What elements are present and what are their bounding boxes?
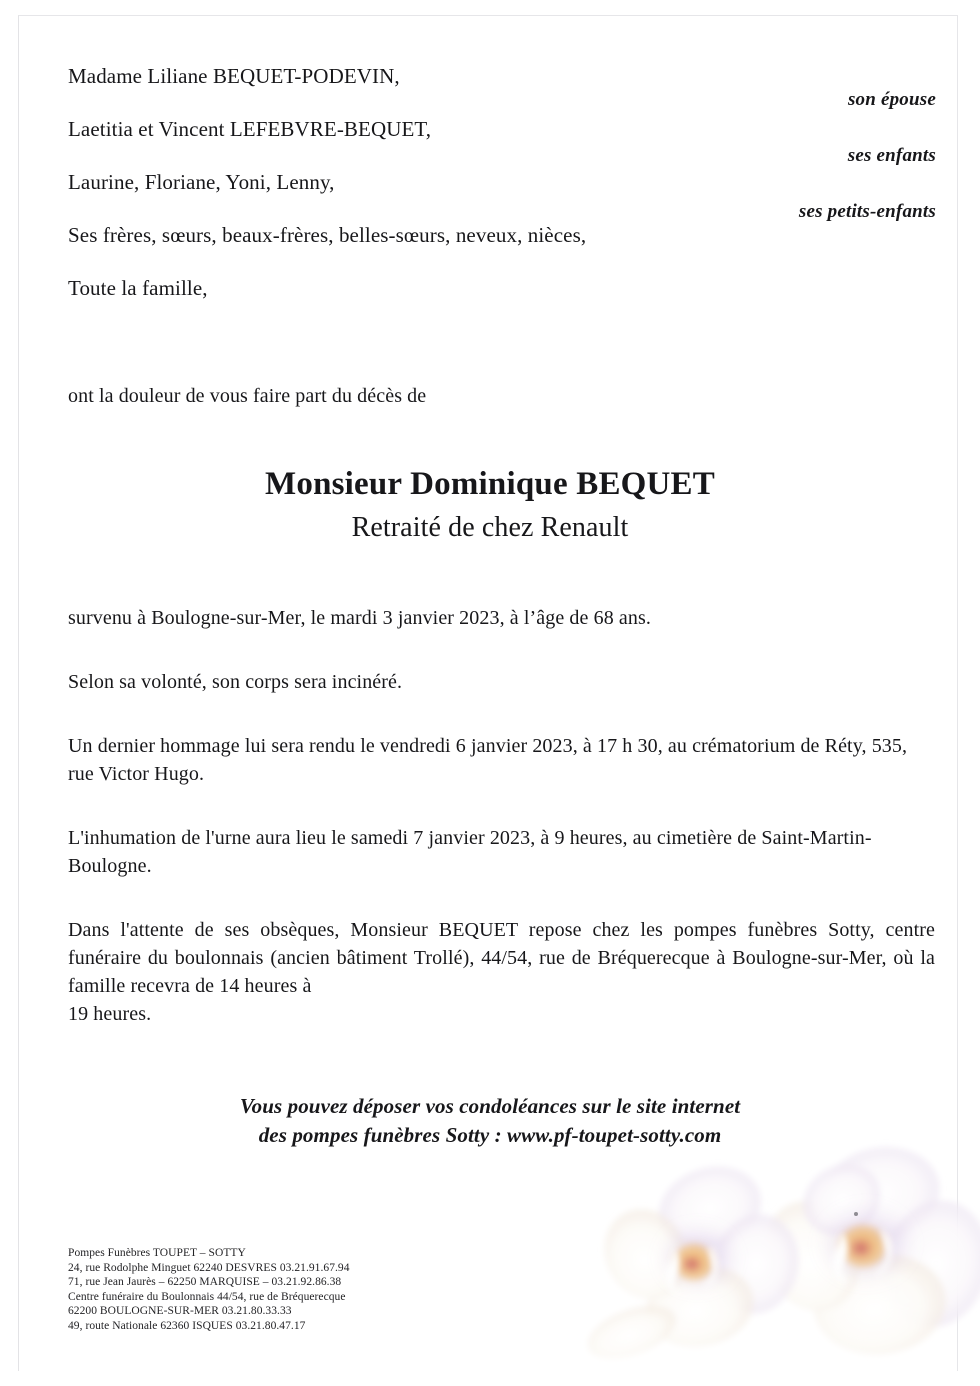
condolences-line-2: des pompes funèbres Sotty : www.pf-toupet-sotty.com (258, 1123, 722, 1147)
deceased-name: Monsieur Dominique BEQUET (265, 466, 715, 502)
footer-line: 62200 BOULOGNE-SUR-MER 03.21.80.33.33 (68, 1305, 292, 1318)
paragraph-funeral-home-tail: 19 heures. (68, 1003, 152, 1025)
footer-line: Pompes Funèbres TOUPET – SOTTY (68, 1247, 246, 1259)
footer-line: 24, rue Rodolphe Minguet 62240 DESVRES 03.21.91.67.94 (68, 1261, 350, 1274)
announcement-intro: ont la douleur de vous faire part du décès de (68, 385, 427, 407)
footer-line: 71, rue Jean Jaurès – 62250 MARQUISE – 03.21.92.86.38 (68, 1276, 342, 1289)
paragraph-funeral-home (68, 916, 935, 1028)
footer-line: 49, route Nationale 62360 ISQUES 03.21.80.47.17 (68, 1319, 306, 1332)
body-paragraphs (68, 604, 935, 1066)
relation-label: ses enfants (847, 145, 936, 166)
family-line: Madame Liliane BEQUET-PODEVIN, (68, 64, 400, 88)
funeral-home-footer (68, 1246, 488, 1334)
paragraph-cremation: Selon sa volonté, son corps sera incinéré. (68, 671, 403, 693)
condolences-line-1: Vous pouvez déposer vos condoléances sur le site internet (239, 1094, 741, 1118)
paragraph-funeral-home-main: Dans l'attente de ses obsèques, Monsieur BEQUET repose chez les pompes funèbres Sotty, centre funéraire du boulonnais (ancien bâtiment Trollé), 44/54, rue de Bréquerecque à Boulogne-sur-Mer, où la famille recevra de 14 heures à (68, 919, 935, 997)
deceased-subtitle: Retraité de chez Renault (351, 512, 629, 543)
paragraph-inhumation: L'inhumation de l'urne aura lieu le samedi 7 janvier 2023, à 9 heures, au cimetière de Saint-Martin-Boulogne. (68, 827, 872, 877)
family-line: Ses frères, sœurs, beaux-frères, belles-sœurs, neveux, nièces, (68, 223, 587, 247)
relation-label: ses petits-enfants (798, 201, 936, 222)
family-names-block (68, 63, 688, 328)
family-line: Laurine, Floriane, Yoni, Lenny, (68, 170, 335, 194)
family-line: Laetitia et Vincent LEFEBVRE-BEQUET, (68, 117, 432, 141)
family-line: Toute la famille, (68, 276, 208, 300)
footer-line: Centre funéraire du Boulonnais 44/54, rue de Bréquerecque (68, 1290, 346, 1303)
orchid-flower-decoration (580, 1136, 980, 1386)
relation-label: son épouse (847, 89, 936, 110)
paragraph-death-details: survenu à Boulogne-sur-Mer, le mardi 3 janvier 2023, à l’âge de 68 ans. (68, 607, 651, 629)
relations-block (636, 88, 936, 256)
paragraph-ceremony: Un dernier hommage lui sera rendu le vendredi 6 janvier 2023, à 17 h 30, au crématorium de Réty, 535, rue Victor Hugo. (68, 735, 908, 785)
condolences-notice (0, 1092, 980, 1150)
